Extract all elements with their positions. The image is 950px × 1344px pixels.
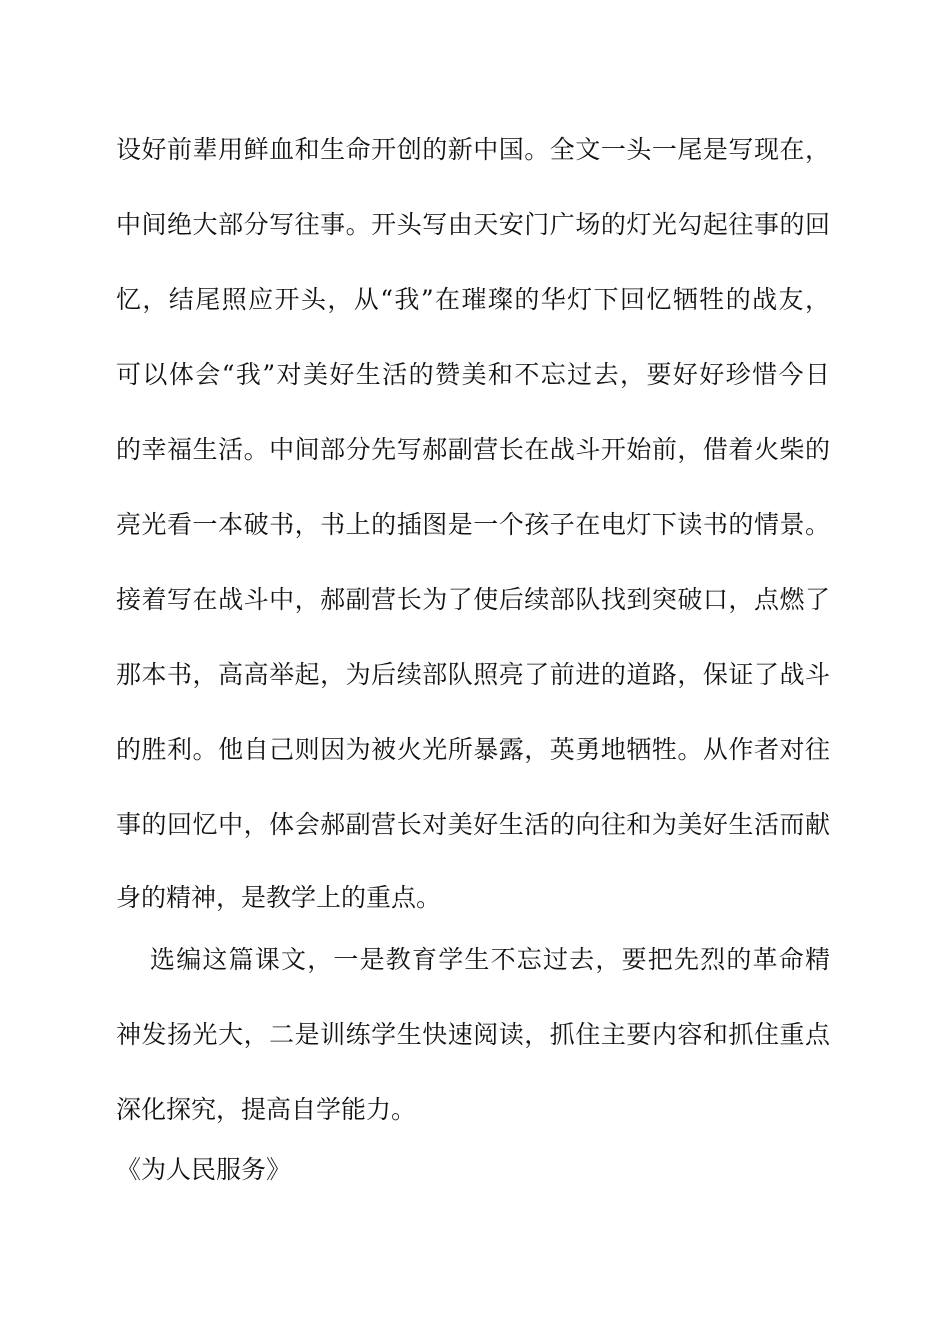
paragraph-1-line-2: 中间绝大部分写往事。开头写由天安门广场的灯光勾起往事的回 xyxy=(116,210,830,239)
paragraph-1-line-10: 事的回忆中，体会郝副营长对美好生活的向往和为美好生活而献 xyxy=(116,810,830,839)
paragraph-1-line-6: 亮光看一本破书，书上的插图是一个孩子在电灯下读书的情景。 xyxy=(116,510,830,539)
paragraph-1-line-8: 那本书，高高举起，为后续部队照亮了前进的道路，保证了战斗 xyxy=(116,660,830,689)
paragraph-1-line-11: 身的精神，是教学上的重点。 xyxy=(116,883,442,912)
paragraph-1-line-9: 的胜利。他自己则因为被火光所暴露，英勇地牺牲。从作者对往 xyxy=(116,735,830,764)
paragraph-2-line-2: 神发扬光大，二是训练学生快速阅读，抓住主要内容和抓住重点 xyxy=(116,1020,830,1049)
paragraph-1-line-5: 的幸福生活。中间部分先写郝副营长在战斗开始前，借着火柴的 xyxy=(116,435,830,464)
paragraph-2-line-1: 选编这篇课文，一是教育学生不忘过去，要把先烈的革命精 xyxy=(150,945,830,974)
paragraph-1-line-1: 设好前辈用鲜血和生命开创的新中国。全文一头一尾是写现在， xyxy=(116,135,830,164)
section-heading: 《为人民服务》 xyxy=(116,1155,292,1184)
paragraph-2-line-3: 深化探究，提高自学能力。 xyxy=(116,1095,417,1124)
paragraph-1-line-4: 可以体会“我”对美好生活的赞美和不忘过去，要好好珍惜今日 xyxy=(116,360,830,389)
paragraph-1-line-7: 接着写在战斗中，郝副营长为了使后续部队找到突破口，点燃了 xyxy=(116,585,830,614)
paragraph-1-line-3: 忆，结尾照应开头，从“我”在璀璨的华灯下回忆牺牲的战友， xyxy=(116,285,830,314)
